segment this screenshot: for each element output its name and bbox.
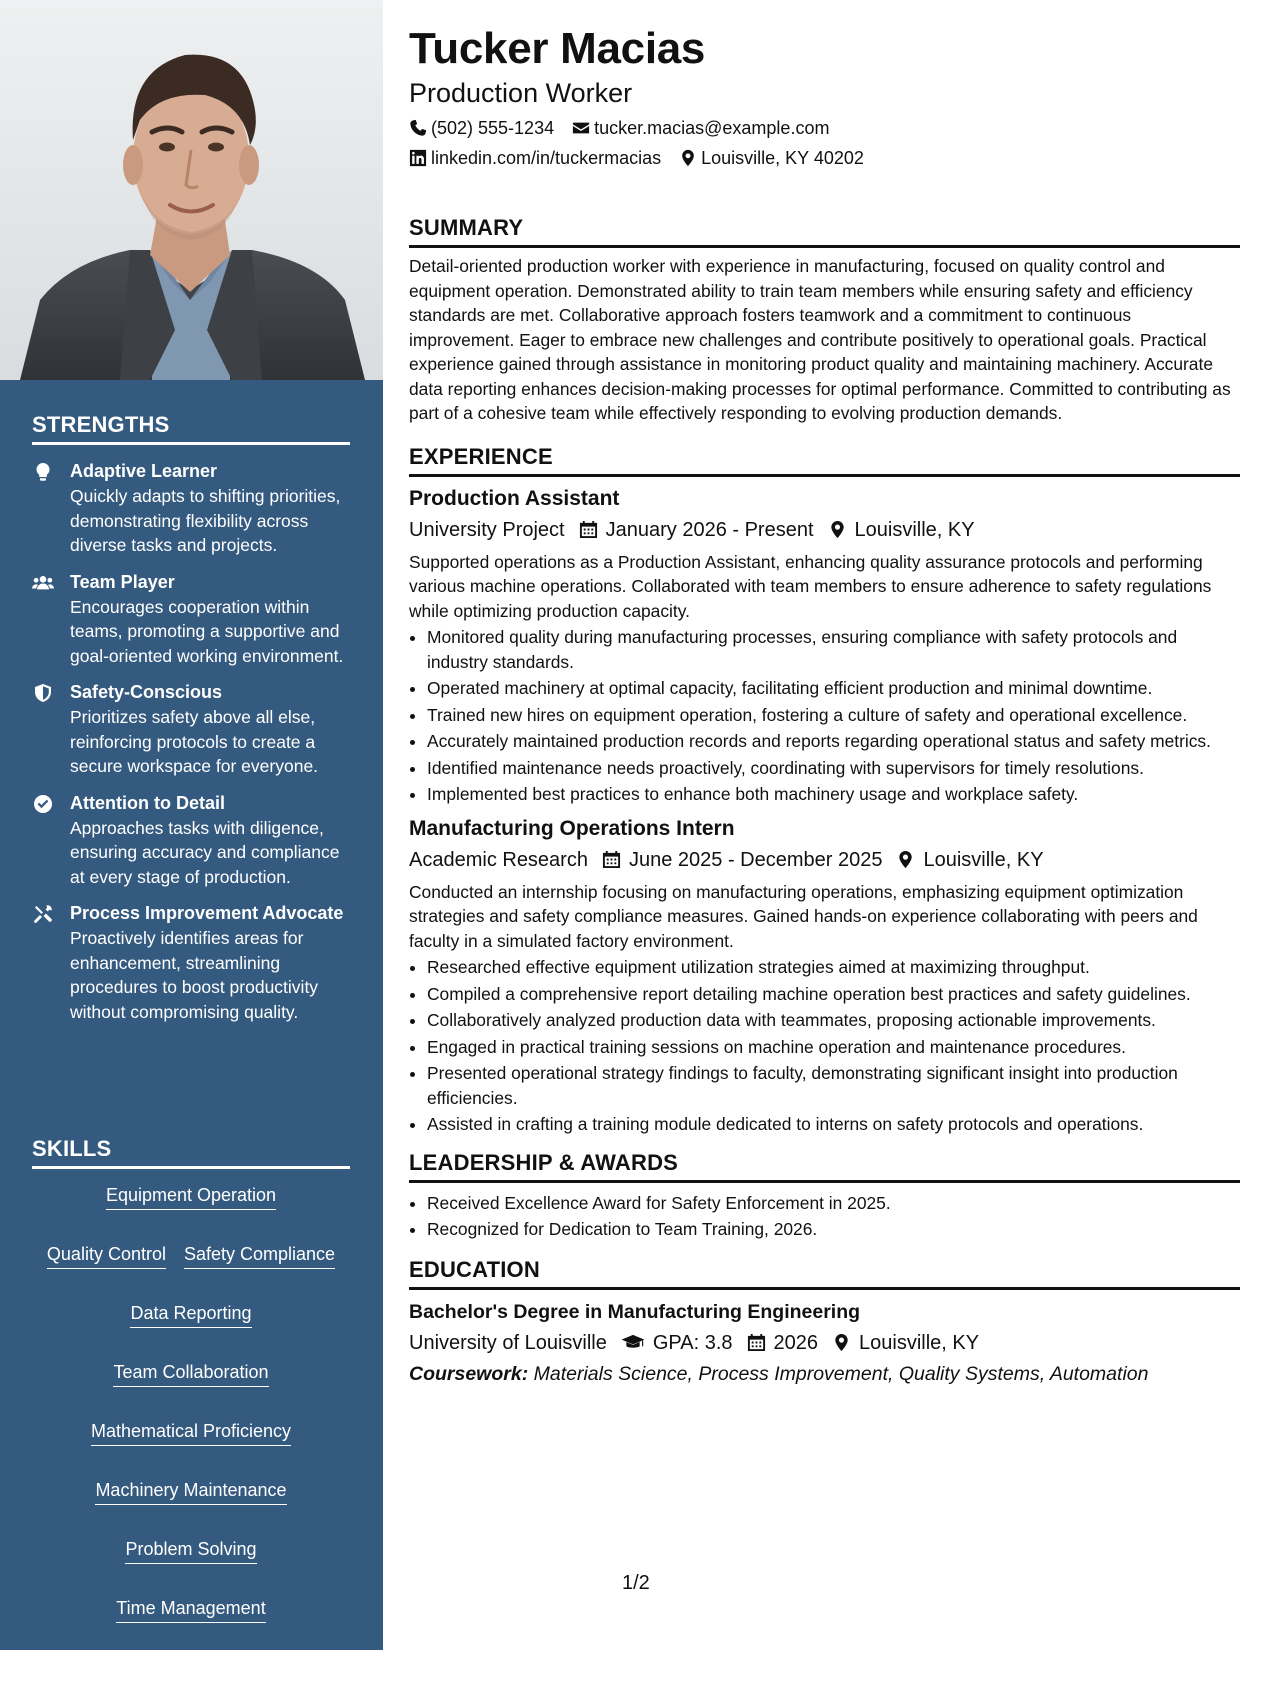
job-bullet: • Trained new hires on equipment operation, fostering a culture of safety and operational excellence. xyxy=(427,703,1240,728)
leadership-list xyxy=(409,1191,1240,1242)
calendar-icon xyxy=(579,520,598,539)
linkedin-text: linkedin.com/in/tuckermacias xyxy=(431,148,662,168)
skill-tag: Mathematical Proficiency xyxy=(91,1419,291,1446)
job-dates: January 2026 - Present xyxy=(605,518,814,541)
location-contact xyxy=(679,145,864,171)
users-icon xyxy=(32,570,70,669)
map-pin-icon xyxy=(832,1333,851,1352)
skill-tag: Safety Compliance xyxy=(184,1242,335,1269)
job-bullet: • Assisted in crafting a training module dedicated to interns on safety protocols and operations. xyxy=(427,1112,1240,1137)
contact-row xyxy=(409,145,1240,171)
strength-title: Adaptive Learner xyxy=(70,461,218,481)
graduation-cap-icon xyxy=(621,1333,645,1352)
graduation-year: 2026 xyxy=(773,1331,819,1354)
strength-desc: Encourages cooperation within teams, promoting a supportive and goal-oriented working environment. xyxy=(70,596,344,666)
job-description: Supported operations as a Production Assistant, enhancing quality assurance protocols and performing various machine operations. Collaborated with team members to ensure adherence to safety regulations while optimizing production capacity. xyxy=(409,551,1212,621)
education-heading: EDUCATION xyxy=(409,1256,1240,1290)
job-meta xyxy=(409,846,1240,874)
leadership-heading: LEADERSHIP & AWARDS xyxy=(409,1149,1240,1183)
job-bullet: • Monitored quality during manufacturing processes, ensuring compliance with safety protocols and industry standards. xyxy=(427,625,1240,674)
job-dates: June 2025 - December 2025 xyxy=(628,848,883,871)
email-text: tucker.macias@example.com xyxy=(594,118,830,138)
strength-item xyxy=(32,791,350,890)
job-entry xyxy=(409,815,1240,1137)
calendar-icon xyxy=(602,850,621,869)
skills-list xyxy=(32,1183,350,1682)
strength-desc: Quickly adapts to shifting priorities, demonstrating flexibility across diverse tasks and projects. xyxy=(70,486,341,555)
leadership-section xyxy=(409,1149,1240,1242)
skills-heading: SKILLS xyxy=(32,1136,350,1169)
job-bullet: • Engaged in practical training sessions on machine operation and maintenance procedures. xyxy=(427,1035,1240,1060)
experience-heading: EXPERIENCE xyxy=(409,443,1240,477)
coursework-label: Coursework: xyxy=(409,1362,529,1385)
coursework xyxy=(409,1360,1240,1388)
location-text: Louisville, KY 40202 xyxy=(701,148,864,168)
education-meta xyxy=(409,1329,1240,1357)
job-bullet: • Identified maintenance needs proactively, coordinating with supervisors for timely resolutions. xyxy=(427,756,1240,781)
skills-section xyxy=(32,1136,350,1682)
tools-icon xyxy=(32,901,70,1024)
page-number: 1/2 xyxy=(622,1572,650,1594)
job-bullet: • Presented operational strategy findings to faculty, demonstrating significant insight into production efficiencies. xyxy=(427,1061,1240,1110)
education-section xyxy=(409,1256,1240,1388)
job-meta xyxy=(409,516,1240,544)
candidate-name: Tucker Macias xyxy=(409,24,706,73)
strength-title: Safety-Conscious xyxy=(70,682,223,702)
skill-tag: Team Collaboration xyxy=(113,1360,268,1387)
job-location: Louisville, KY xyxy=(854,518,975,541)
phone-contact[interactable] xyxy=(409,115,554,141)
coursework-list: Materials Science, Process Improvement, Quality Systems, Automation xyxy=(533,1362,1149,1385)
summary-heading: SUMMARY xyxy=(409,214,1240,248)
phone-icon xyxy=(409,119,427,137)
contact-row xyxy=(409,115,1240,141)
email-contact[interactable] xyxy=(572,115,829,141)
calendar-icon xyxy=(747,1333,766,1352)
strength-desc: Proactively identifies areas for enhancement, streamlining procedures to boost productivity without compromising quality. xyxy=(70,928,319,1022)
skill-tag: Equipment Operation xyxy=(106,1183,276,1210)
award-item: • Recognized for Dedication to Team Training, 2026. xyxy=(427,1217,1240,1242)
envelope-icon xyxy=(572,119,590,137)
job-bullet: • Implemented best practices to enhance both machinery usage and workplace safety. xyxy=(427,782,1240,807)
strength-desc: Prioritizes safety above all else, reinforcing protocols to create a secure workspace for everyone. xyxy=(70,707,319,776)
strengths-heading: STRENGTHS xyxy=(32,412,350,445)
job-bullet: • Collaboratively analyzed production data with teammates, proposing actionable improvements. xyxy=(427,1008,1240,1033)
job-bullet: • Accurately maintained production records and reports regarding operational status and safety metrics. xyxy=(427,729,1240,754)
skill-tag: Machinery Maintenance xyxy=(95,1478,286,1505)
skill-tag: Quality Control xyxy=(47,1242,166,1269)
job-title: Manufacturing Operations Intern xyxy=(409,816,735,840)
main-content xyxy=(409,22,1240,1388)
strength-item xyxy=(32,680,350,779)
map-pin-icon xyxy=(679,149,697,167)
job-bullet: • Compiled a comprehensive report detailing machine operation best practices and safety guidelines. xyxy=(427,982,1240,1007)
job-bullets xyxy=(409,625,1240,807)
job-org: University Project xyxy=(409,518,565,541)
job-bullets xyxy=(409,955,1240,1137)
job-entry xyxy=(409,485,1240,807)
skill-tag: Continuous Improvement xyxy=(90,1655,291,1682)
strength-title: Attention to Detail xyxy=(70,792,225,813)
job-bullet: • Operated machinery at optimal capacity, facilitating efficient production and minimal downtime. xyxy=(427,676,1240,701)
map-pin-icon xyxy=(828,520,847,539)
strengths-section xyxy=(32,412,350,1024)
strength-desc: Approaches tasks with diligence, ensuring accuracy and compliance at every stage of production. xyxy=(70,817,340,887)
skill-tag: Data Reporting xyxy=(130,1301,251,1328)
skill-tag: Problem Solving xyxy=(125,1537,256,1564)
strength-title: Team Player xyxy=(70,571,175,592)
skill-tag: Time Management xyxy=(116,1596,265,1623)
linkedin-contact[interactable] xyxy=(409,145,661,171)
lightbulb-icon xyxy=(32,459,70,558)
summary-text: Detail-oriented production worker with experience in manufacturing, focused on quality control and equipment operation. Demonstrated ability to train team members while ensuring safety and efficiency standards are met. Collaborative approach fosters teamwork and a commitment to continuous improvement. Eager to embrace new challenges and contribute positively to operational goals. Practical experience gained through assistance in monitoring product quality and maintaining machinery. Accurate data reporting enhances decision-making processes for optimal performance. Committed to contributing as part of a cohesive team while effectively responding to evolving production demands. xyxy=(409,256,1231,423)
candidate-title: Production Worker xyxy=(409,78,633,108)
shield-icon xyxy=(32,680,70,779)
strength-item xyxy=(32,570,350,669)
job-location: Louisville, KY xyxy=(923,848,1044,871)
strength-item xyxy=(32,901,350,1024)
check-circle-icon xyxy=(32,791,70,890)
job-description: Conducted an internship focusing on manufacturing operations, emphasizing equipment optimization strategies and safety compliance measures. Gained hands-on experience collaborating with peers and faculty in a simulated factory environment. xyxy=(409,881,1198,951)
phone-text: (502) 555-1234 xyxy=(431,118,555,138)
award-item: • Received Excellence Award for Safety Enforcement in 2025. xyxy=(427,1191,1240,1216)
summary-section xyxy=(409,214,1240,426)
experience-section xyxy=(409,443,1240,1137)
linkedin-icon xyxy=(409,149,427,167)
gpa: GPA: 3.8 xyxy=(652,1331,733,1354)
education-location: Louisville, KY xyxy=(859,1331,980,1354)
sidebar xyxy=(0,0,383,1677)
school-name: University of Louisville xyxy=(409,1331,607,1354)
degree-title: Bachelor's Degree in Manufacturing Engineering xyxy=(409,1300,861,1323)
job-title: Production Assistant xyxy=(409,486,620,510)
job-bullet: • Researched effective equipment utilization strategies aimed at maximizing throughput. xyxy=(427,955,1240,980)
job-org: Academic Research xyxy=(409,848,588,871)
profile-photo xyxy=(0,0,383,380)
strength-item xyxy=(32,459,350,558)
strength-title: Process Improvement Advocate xyxy=(70,903,344,923)
map-pin-icon xyxy=(896,850,915,869)
